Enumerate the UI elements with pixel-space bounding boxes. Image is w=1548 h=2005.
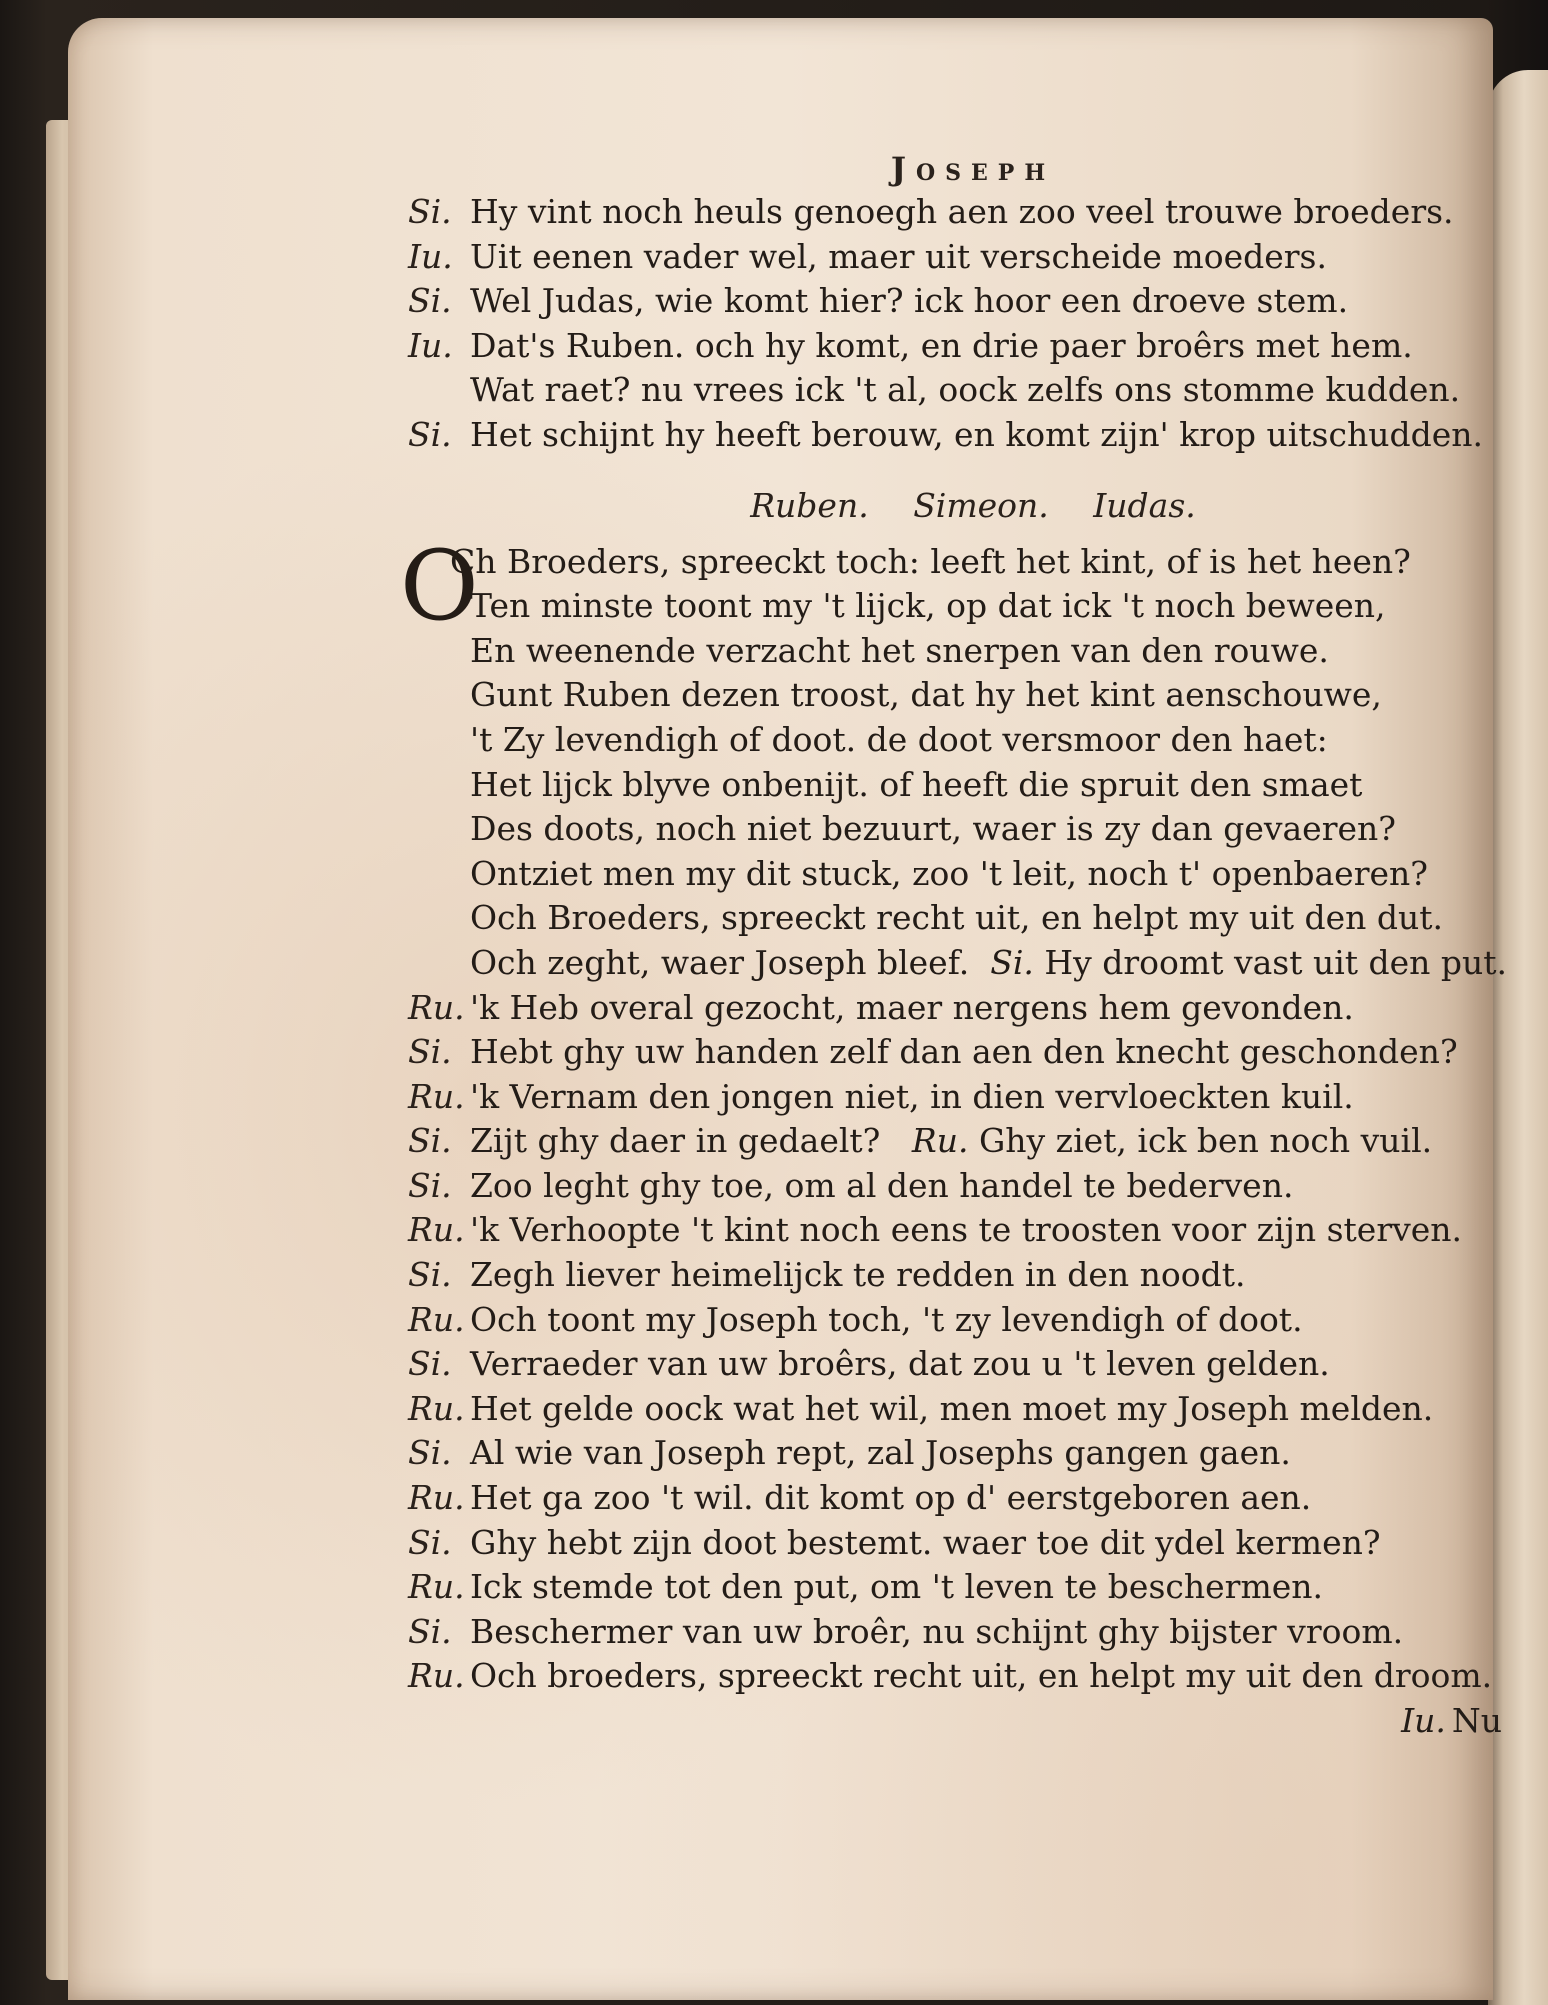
verse-line	[408, 190, 1538, 235]
verse-line	[408, 1298, 1538, 1343]
speaker-label: Ru.	[408, 1656, 465, 1696]
catchword	[408, 1699, 1538, 1744]
verse-text: 'k Vernam den jongen niet, in dien vervloeckten kuil.	[470, 1076, 1354, 1116]
speaker-label: Ru.	[408, 1076, 465, 1116]
speaker-label: Si.	[408, 1121, 452, 1161]
speaker-label: Si.	[408, 1032, 452, 1072]
verse-line	[408, 1253, 1538, 1298]
verse-line	[408, 673, 1538, 718]
verse-text: 'k Verhoopte 't kint noch eens te troosten voor zijn sterven.	[470, 1210, 1463, 1250]
speaker-label: Iu.	[1401, 1701, 1446, 1740]
verse-line	[408, 1030, 1538, 1075]
verse-line	[408, 413, 1538, 458]
verse-text: Dat's Ruben. och hy komt, en drie paer broêrs met hem.	[470, 325, 1413, 365]
verse-line	[408, 896, 1538, 941]
verse-line	[408, 807, 1538, 852]
verse-line	[408, 1164, 1538, 1209]
verse-text: Wat raet? nu vrees ick 't al, oock zelfs ons stomme kudden.	[470, 370, 1461, 410]
verse-line	[408, 1075, 1538, 1120]
verse-text: Het lijck blyve onbenijt. of heeft die spruit den smaet	[470, 764, 1363, 804]
verse-line	[408, 1387, 1538, 1432]
verse-line	[408, 584, 1538, 629]
verse-text: Uit eenen vader wel, maer uit verscheide moeders.	[470, 236, 1327, 276]
speaker-label: Ru.	[408, 1567, 465, 1607]
verse-text: Hebt ghy uw handen zelf dan aen den knecht geschonden?	[470, 1032, 1458, 1072]
verse-text: 'k Heb overal gezocht, maer nergens hem gevonden.	[470, 987, 1354, 1027]
drop-cap: O	[400, 529, 479, 642]
verse-line	[408, 763, 1538, 808]
verse-text: Och toont my Joseph toch, 't zy levendigh of doot.	[470, 1299, 1303, 1339]
verse-text: Gunt Ruben dezen troost, dat hy het kint aenschouwe,	[470, 675, 1382, 715]
opening-dialogue	[408, 190, 1538, 458]
verse-text: Och zeght, waer Joseph bleef.	[470, 942, 970, 982]
verse-text: Zegh liever heimelijck te redden in den noodt.	[470, 1255, 1246, 1295]
verse-line	[408, 1610, 1538, 1655]
speaker-label: Si.	[408, 1255, 452, 1295]
verse-line	[408, 324, 1538, 369]
verse-line	[408, 1654, 1538, 1699]
verse-line	[408, 368, 1538, 413]
speaker-label: Ru.	[408, 1478, 465, 1518]
verse-text: Ten minste toont my 't lijck, op dat ick 't noch beween,	[470, 586, 1386, 626]
verse-text: Ontziet men my dit stuck, zoo 't leit, noch t' openbaeren?	[470, 853, 1428, 893]
speaker-label: Si.	[990, 942, 1034, 982]
verse-text: Verraeder van uw broêrs, dat zou u 't leven gelden.	[470, 1344, 1330, 1384]
verse-text: Och broeders, spreeckt recht uit, en helpt my uit den droom.	[470, 1656, 1493, 1696]
verse-line-split	[408, 941, 1538, 986]
verse-line	[408, 629, 1538, 674]
speaker-label: Si.	[408, 1611, 452, 1651]
verse-line	[408, 718, 1538, 763]
verse-text: Het ga zoo 't wil. dit komt op d' eerstgeboren aen.	[470, 1478, 1312, 1518]
verse-line	[408, 279, 1538, 324]
verse-text: Wel Judas, wie komt hier? ick hoor een droeve stem.	[470, 281, 1349, 321]
speaker-label: Si.	[408, 1522, 452, 1562]
speaker-label: Ru.	[408, 1299, 465, 1339]
verse-line	[408, 1521, 1538, 1566]
dialogue-block	[408, 986, 1538, 1700]
speaker-label: Si.	[408, 281, 452, 321]
verse-text: Ghy hebt zijn doot bestemt. waer toe dit ydel kermen?	[470, 1522, 1381, 1562]
verse-text: Al wie van Joseph rept, zal Josephs gangen gaen.	[470, 1433, 1291, 1473]
verse-text: Och Broeders, spreeckt recht uit, en helpt my uit den dut.	[470, 898, 1444, 938]
verse-text: Beschermer van uw broêr, nu schijnt ghy bijster vroom.	[470, 1611, 1404, 1651]
verse-text: Zijt ghy daer in gedaelt?	[470, 1121, 881, 1161]
verse-line	[408, 852, 1538, 897]
verse-text: Hy droomt vast uit den put.	[1044, 942, 1508, 982]
verse-line	[408, 1476, 1538, 1521]
speaker-label: Si.	[408, 414, 452, 454]
verse-text: 't Zy levendigh of doot. de doot versmoor den haet:	[470, 719, 1328, 759]
speaker-label: Iu.	[408, 325, 453, 365]
verse-text: Het schijnt hy heeft berouw, en komt zijn' krop uitschudden.	[470, 414, 1483, 454]
verse-line	[408, 986, 1538, 1031]
verse-text: Ghy ziet, ick ben noch vuil.	[978, 1121, 1433, 1161]
speaker-label: Iu.	[408, 236, 453, 276]
verse-line	[408, 1342, 1538, 1387]
verse-line	[408, 1431, 1538, 1476]
speaker-label: Si.	[408, 1344, 452, 1384]
scene-heading: Ruben. Simeon. Iudas.	[750, 485, 1196, 525]
catchword-text: Nu	[1451, 1701, 1502, 1740]
verse-text: Hy vint noch heuls genoegh aen zoo veel trouwe broeders.	[470, 192, 1454, 231]
verse-text: Zoo leght ghy toe, om al den handel te bederven.	[470, 1165, 1294, 1205]
page-text-block	[400, 150, 1538, 1744]
ruben-speech	[400, 529, 1538, 986]
verse-line	[408, 1208, 1538, 1253]
verse-line	[408, 235, 1538, 280]
speaker-label: Ru.	[408, 987, 465, 1027]
book-page	[68, 18, 1508, 2000]
verse-line	[408, 1565, 1538, 1610]
verse-text: Ick stemde tot den put, om 't leven te beschermen.	[470, 1567, 1324, 1607]
speaker-label: Ru.	[408, 1388, 465, 1428]
verse-text: Des doots, noch niet bezuurt, waer is zy dan gevaeren?	[470, 809, 1396, 849]
verse-text: Ch Broeders, spreeckt toch: leeft het kint, of is het heen?	[450, 541, 1411, 581]
speaker-label: Ru.	[408, 1210, 465, 1250]
verse-text: En weenende verzacht het snerpen van den rouwe.	[470, 630, 1329, 670]
running-head: Joseph	[890, 150, 1056, 188]
speaker-label: Si.	[408, 192, 452, 231]
verse-text: Het gelde oock wat het wil, men moet my Joseph melden.	[470, 1388, 1434, 1428]
speaker-label: Ru.	[911, 1121, 969, 1161]
speaker-label: Si.	[408, 1433, 452, 1473]
speaker-label: Si.	[408, 1165, 452, 1205]
verse-line-split	[408, 1119, 1538, 1164]
